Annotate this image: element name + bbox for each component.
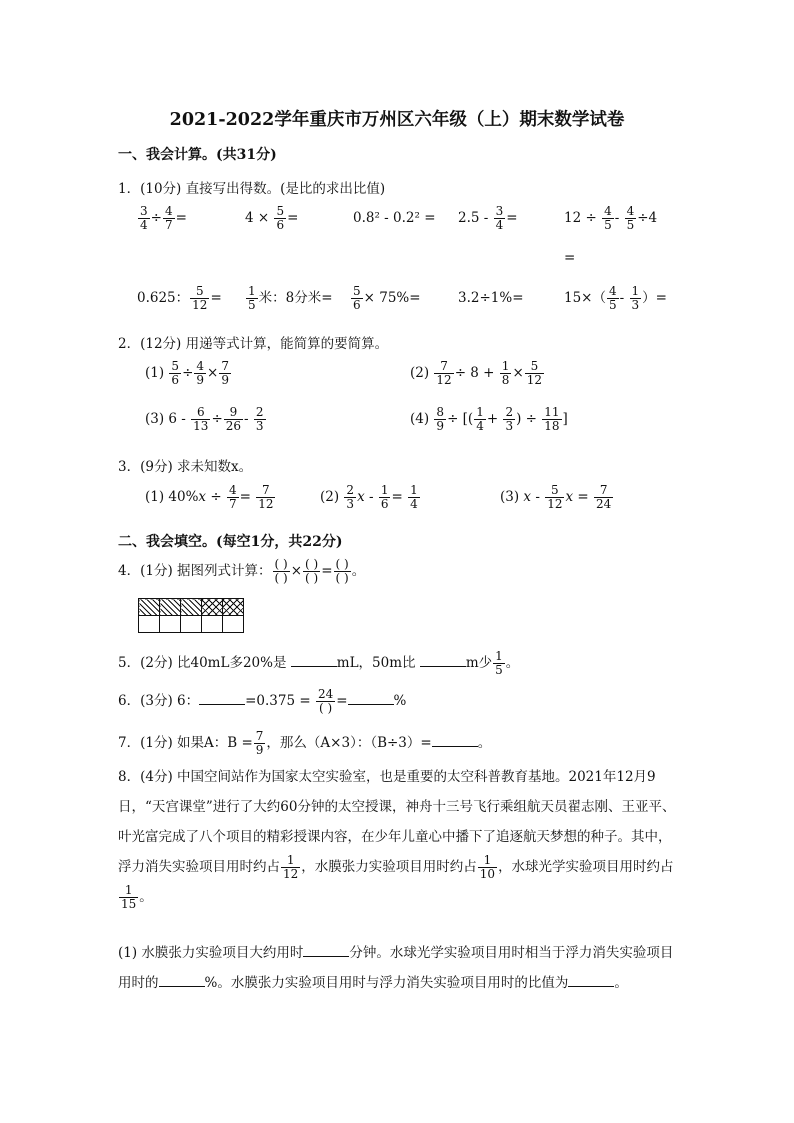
q8-blank-3[interactable] bbox=[568, 974, 614, 987]
q1-item-e: 12 ÷ $\frac{4}{5}$ - $\frac{4}{5}$ ÷4 bbox=[564, 204, 658, 233]
section-2-heading: 二、我会填空。(每空1分，共22分) bbox=[118, 534, 343, 550]
q1-item-d: 2.5 - $\frac{3}{4}$ = bbox=[458, 204, 518, 233]
question-5: 5．(2分) 比40mL多20%是 mL，50m比 m少 $\frac{1}{5}$ 。 bbox=[118, 649, 520, 678]
q6-text-b: =0.375 = bbox=[245, 693, 311, 710]
q6-blank-1[interactable] bbox=[199, 692, 245, 705]
q1-item-f: 0.625： $\frac{5}{12}$ = bbox=[137, 284, 222, 313]
q1-item-j: 15×（ $\frac{4}{5}$ - $\frac{1}{3}$ ）= bbox=[564, 284, 667, 313]
q2-item-3: (3) 6 - $\frac{6}{13}$ ÷ $\frac{9}{26}$ - $\frac{2}{3}$ bbox=[145, 405, 264, 434]
q8-blank-1[interactable] bbox=[303, 944, 349, 957]
section-1-heading: 一、我会计算。(共31分) bbox=[118, 147, 277, 163]
page-title: 2021-2022学年重庆市万州区六年级（上）期末数学试卷 bbox=[169, 110, 625, 130]
q3-item-3: (3) x - $\frac{5}{12}$ x = $\frac{7}{24}$ bbox=[500, 483, 612, 512]
q2-item-2: (2) $\frac{7}{12}$ ÷ 8 + $\frac{1}{8}$ × $\frac{5}{12}$ bbox=[410, 359, 543, 388]
q5-text-b: mL，50m比 bbox=[336, 655, 416, 672]
q8-sub-text-b: 分钟。水球光学实验项目用时相当于浮力消失实验项目用时的 bbox=[118, 945, 674, 991]
q7-blank[interactable] bbox=[432, 734, 478, 747]
q1-item-e-equals: = bbox=[564, 250, 576, 266]
q8-sub-text-d: 。 bbox=[614, 975, 628, 991]
q4-text: 4．(1分) 据图列式计算： bbox=[118, 563, 272, 580]
q8-sub-text-a: (1) 水膜张力实验项目大约用时 bbox=[118, 945, 304, 961]
question-8: 8．(4分) 中国空间站作为国家太空实验室，也是重要的太空科普教育基地。2021年12月9日，“天宫课堂”进行了大约60分钟的太空授课，神舟十三号飞行乘组航天员翟志刚、王亚平、叶光富完成了八个项目的精彩授课内容，在少年儿童心中播下了追逐航天梦想的种子。其中，浮力消失实验项目用时约占 $\frac{1}{12}$ ，水膜张力实验项目用时约占 $\frac{1}{10}$ ，水球光学实验项目用时约占 $\frac{1}{15}$ 。 bbox=[118, 769, 676, 911]
q8-sub-text-c: %。水膜张力实验项目用时与浮力消失实验项目用时的比值为 bbox=[204, 975, 569, 991]
q5-blank-2[interactable] bbox=[420, 654, 466, 667]
question-6: 6．(3分) 6： =0.375 = $\frac{24}{( )}$ = % bbox=[118, 687, 407, 716]
q1-item-g: $\frac{1}{5}$ 米：8分米= bbox=[248, 284, 333, 313]
q2-item-4: (4) $\frac{8}{9}$ ÷ [( $\frac{1}{4}$ + $\frac{2}{3}$ ) ÷ $\frac{11}{18}$ ] bbox=[410, 405, 568, 434]
question-3: 3．(9分) 求未知数x。 bbox=[118, 459, 253, 475]
q8-text-mid1: ，水膜张力实验项目用时约占 bbox=[301, 859, 477, 875]
q5-text-a: 5．(2分) 比40mL多20%是 bbox=[118, 655, 287, 672]
question-7: 7．(1分) 如果A：B = $\frac{7}{9}$ ，那么（A×3）：（B÷3）= 。 bbox=[118, 729, 492, 758]
q1-item-c: 0.8² - 0.2² = bbox=[353, 210, 436, 226]
q6-text-a: 6．(3分) 6： bbox=[118, 693, 200, 710]
q7-text-a: 7．(1分) 如果A：B = bbox=[118, 735, 253, 752]
q8-blank-2[interactable] bbox=[159, 974, 205, 987]
q3-item-2: (2) $\frac{2}{3}$ x - $\frac{1}{6}$ = $\frac{1}{4}$ bbox=[320, 483, 418, 512]
q1-item-h: $\frac{5}{6}$ × 75%= bbox=[353, 284, 421, 313]
q8-text-mid2: ，水球光学实验项目用时约占 bbox=[498, 859, 674, 875]
fraction-grid-figure bbox=[138, 598, 244, 633]
q5-text-c: m少 bbox=[465, 655, 493, 672]
q5-blank-1[interactable] bbox=[291, 654, 337, 667]
question-1: 1．(10分) 直接写出得数。(是比的求出比值) bbox=[118, 181, 386, 197]
q8-text-end: 。 bbox=[139, 889, 153, 905]
q3-item-1: (1) 40%x ÷ $\frac{4}{7}$ = $\frac{7}{12}$ bbox=[145, 483, 274, 512]
q6-blank-2[interactable] bbox=[348, 692, 394, 705]
q1-item-i: 3.2÷1%= bbox=[458, 290, 524, 306]
question-2: 2．(12分) 用递等式计算，能简算的要简算。 bbox=[118, 336, 389, 352]
q6-text-c: % bbox=[393, 693, 407, 710]
q1-item-b: 4 × $\frac{5}{6}$ = bbox=[245, 204, 299, 233]
q1-item-a: $\frac{3}{4}$ ÷ $\frac{4}{7}$ = bbox=[140, 204, 187, 233]
q8-text: 8．(4分) 中国空间站作为国家太空实验室，也是重要的太空科普教育基地。2021年12月9日，“天宫课堂”进行了大约60分钟的太空授课，神舟十三号飞行乘组航天员翟志刚、王亚平、叶光富完成了八个项目的精彩授课内容，在少年儿童心中播下了追逐航天梦想的种子。其中，浮力消失实验项目用时约占 bbox=[118, 769, 676, 875]
question-4: 4．(1分) 据图列式计算： $\frac{( )}{( )}$ × $\frac{( )}{( )}$ = $\frac{( )}{( )}$ 。 bbox=[118, 557, 366, 586]
q2-item-1: (1) $\frac{5}{6}$ ÷ $\frac{4}{9}$ × $\frac{7}{9}$ bbox=[145, 359, 229, 388]
q7-text-b: ，那么（A×3）：（B÷3）= bbox=[266, 735, 432, 752]
question-8-sub-1 bbox=[118, 938, 678, 998]
